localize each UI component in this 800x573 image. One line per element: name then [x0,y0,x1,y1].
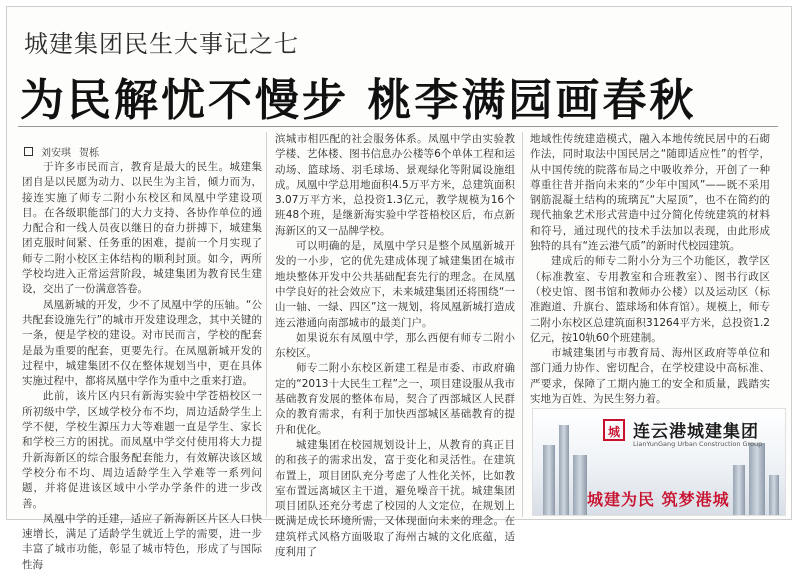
company-name: 连云港城建集团 [633,422,759,442]
paragraph: 凤凰新城的开发，少不了凤凰中学的压轴。“公共配套设施先行”的城市开发建设理念，其中关键的一条，便是学校的建设。对市民而言，学校的配套是最为重要的配套，更要先行。在凤凰新城开发的过程中，城建集团不仅在整体规划当中，更在具体实施过程中，都将凤凰中学作为重中之重来打造。 [22,298,262,388]
paragraph: 凤凰中学的迁建，适应了新海新区片区人口快速增长，满足了适龄学生就近上学的需要，进一步丰富了城市功能，彰显了城市特色，形成了与国际性海 [22,512,262,571]
paragraph: 师专二附小东校区新建工程是市委、市政府确定的“2013十大民生工程”之一，项目建设服从我市基础教育发展的整体布局，契合了西部城区人民群众的教育需求，有利于加快西部城区基础教育的提升和优化。 [275,362,515,436]
paragraph: 于许多市民而言，教育是最大的民生。城建集团自是以民愿为动力、以民生为主旨，倾力而为，接连实施了师专二附小东校区和凤凰中学建设项目。在各级职能部门的大力支持、各协作单位的通力配合和一线人员夜以继日的奋力拼搏下，城建集团克服时间紧、任务重的困难，提前一个月实现了师专二附小校区主体结构的顺利封顶。如今，两所学校均进入正常运营阶段，城建集团为教育民生建设，交出了一份满意答卷。 [22,161,262,296]
column-divider [266,132,267,517]
skyline-building [749,443,765,515]
section-kicker: 城建集团民生大事记之七 [24,30,299,58]
company-advertisement [532,408,786,516]
paragraph: 滨城市相匹配的社会服务体系。凤凰中学由实验教学楼、艺体楼、图书信息办公楼等6个单体工程和运动场、篮球场、羽毛球场、景观绿化等附属设施组成。凤凰中学总用地面积4.5万平方米，总建筑面积3.07万平方米，总投资1.3亿元，教学规模为16个班48个班，是继新海实验中学苍梧校区后，布点新海新区的又一品牌学校。 [275,133,515,237]
article-column-1 [22,160,262,571]
skyline-building [559,425,569,515]
headline-divider [18,126,778,127]
column-divider [522,132,523,517]
company-english-name: LianYunGang Urban Construction Group [633,440,763,448]
skyline-building [733,465,745,515]
article-column-2 [275,132,515,559]
article-column-3 [530,132,770,406]
skyline-building [543,445,555,515]
paragraph: 城建集团在校园规划设计上，从教育的真正目的和孩子的需求出发，富于变化和灵活性。在建筑布置上，项目团队充分考虑了人性化关怀，比如教室布置远离城区主干道，避免噪音干扰。城建集团项目团队还充分考虑了校园的人文定位，在规划上既满足成长环境所需，又体现面向未来的理念。在建筑样式风格方面吸取了海州古城的文化底蕴，适度利用了 [275,438,515,559]
byline-editor: 贺栎 [79,148,99,159]
byline-author: 刘安琪 [41,148,71,159]
company-slogan: 城建为民 筑梦港城 [587,490,730,509]
skyline-building [573,455,587,515]
paragraph: 如果说东有凤凰中学，那么西便有师专二附小东校区。 [275,331,515,360]
byline [24,144,99,159]
page-headline: 为民解忧不慢步 桃李满园画春秋 [20,75,697,126]
company-logo-icon: 城 [603,419,625,441]
paragraph: 地域性传统建造模式，融入本地传统民居中的石砌作法，同时取法中国民居之“随即适应性”的哲学，从中国传统的院落布局之中吸收养分，开创了一种尊重往昔并指向未来的“少年中国风”——既不采用钢筋混凝土结构的琉璃瓦“大屋顶”，也不在简约的现代抽象艺术形式营造中过分简化传统建筑的材料和符号，通过现代的技术手法加以表现，由此形成独特的具有“连云港气质”的新时代校园建筑。 [530,133,770,253]
paragraph: 建成后的师专二附小分为三个功能区，教学区（标准教室、专用教室和合班教室）、图书行政区（校史馆、图书馆和教师办公楼）以及运动区（标准跑道、升旗台、篮球场和体育馆）。规模上，师专二附小东校区总建筑面积31264平方米，总投资1.2亿元，按10轨60个班建制。 [530,255,770,344]
skyline-building [769,475,779,515]
paragraph: 此前，该片区内只有新海实验中学苍梧校区一所初级中学，区域学校分布不均，周边适龄学生上学不便，学校生源压力大等难题一直是学生、家长和学校三方的困扰。而凤凰中学交付使用将大力提升新海新区的综合服务配套能力，有效解决该区域学校分布不均、周边适龄学生入学难等一系列问题，并将促进该区域中小学办学条件的进一步改善。 [22,390,262,510]
byline-box-icon [24,147,33,156]
paragraph: 市城建集团与市教育局、海州区政府等单位和部门通力协作、密切配合，在学校建设中高标准、严要求，保障了工期内施工的安全和质量，践踏实实地为百姓、为民生努力着。 [530,347,770,406]
paragraph: 可以明确的是，凤凰中学只是整个凤凰新城开发的一小步，它的优先建成体现了城建集团在城市地块整体开发中公共基础配套先行的理念。在凤凰中学良好的社会效应下，未来城建集团还将围绕“一山一轴、一绿、四区”这一规划，将凤凰新城打造成连云港通向南部城市的最美门户。 [275,240,515,329]
